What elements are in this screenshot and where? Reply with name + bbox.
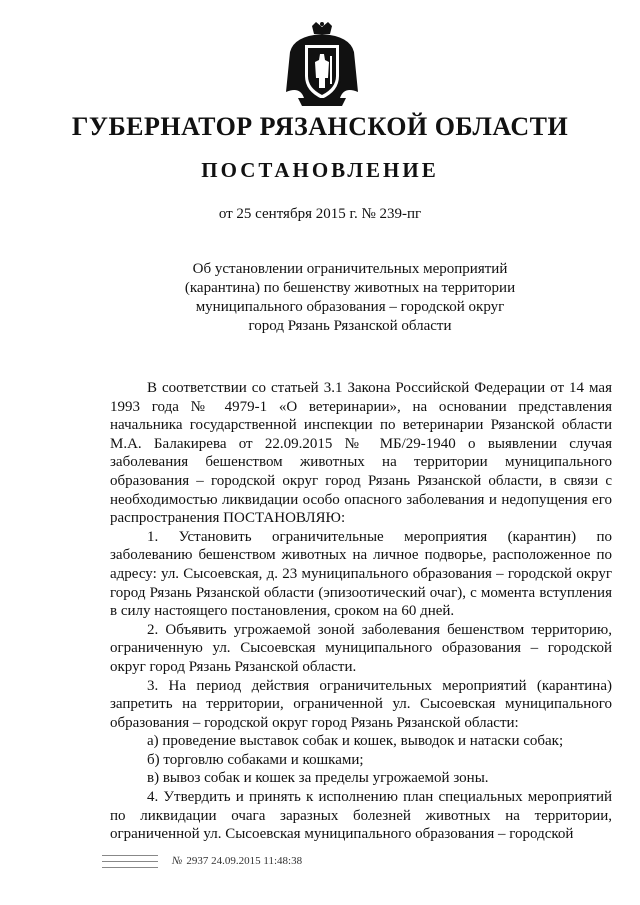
subject-line: муниципального образования – городской округ bbox=[195, 299, 505, 315]
clause-3c-item: в) вывоз собак и кошек за пределы угрожаемой зоны. bbox=[147, 770, 489, 787]
document-date-number: от 25 сентября 2015 г. № 239-пг bbox=[218, 206, 422, 222]
clause-3-paragraph: 3. На период действия ограничительных мероприятий (карантина) запретить на территории, ограниченной ул. Сысоевская муниципального образования – городской округ город Рязань Рязанской области: bbox=[110, 677, 612, 731]
document-body bbox=[110, 379, 612, 844]
clause-2-paragraph: 2. Объявить угрожаемой зоной заболевания бешенством территорию, ограниченную ул. Сысоевская муниципального образования – городской округ город Рязань Рязанской области. bbox=[110, 621, 612, 675]
registration-stamp-text: 2937 24.09.2015 11:48:38 bbox=[186, 855, 303, 867]
stamp-icon bbox=[100, 851, 160, 871]
subject-line: (карантина) по бешенству животных на территории bbox=[184, 280, 516, 296]
preamble-paragraph: В соответствии со статьей 3.1 Закона Российской Федерации от 14 мая 1993 года № 4979-1 «О ветеринарии», на основании представления начальника государственной инспекции по ветеринарии Рязанской области М.А. Балакирева от 22.09.2015 № МБ/29-1940 о выявлении случая заболевания бешенством животных на территории муниципального образования – городской округ город Рязань Рязанской области, в связи с необходимостью ликвидации особо опасного заболевания и недопущения его распространения ПОСТАНОВЛЯЮ: bbox=[110, 380, 612, 527]
clause-4-paragraph: 4. Утвердить и принять к исполнению план специальных мероприятий по ликвидации очага заразных болезней животных на территории, ограниченной ул. Сысоевская муниципального образования – городской bbox=[110, 789, 612, 843]
clause-3b-item: б) торговлю собаками и кошками; bbox=[147, 751, 364, 768]
document-subject bbox=[170, 260, 530, 336]
clause-1-paragraph: 1. Установить ограничительные мероприятия (карантин) по заболеванию бешенством животных на личное подворье, расположенное по адресу: ул. Сысоевская, д. 23 муниципального образования – городской округ город Рязань Рязанской области (эпизоотический очаг), с момента вступления в силу настоящего постановления, сроком на 60 дней. bbox=[110, 528, 612, 620]
authority-title: ГУБЕРНАТОР РЯЗАНСКОЙ ОБЛАСТИ bbox=[71, 112, 569, 141]
subject-line: город Рязань Рязанской области bbox=[248, 318, 452, 334]
clause-3a-item: а) проведение выставок собак и кошек, выводок и натаски собак; bbox=[147, 733, 564, 750]
subject-line: Об установлении ограничительных мероприятий bbox=[192, 261, 508, 277]
document-kind: ПОСТАНОВЛЕНИЕ bbox=[201, 158, 439, 182]
coat-of-arms-icon bbox=[284, 22, 360, 108]
number-sign: № bbox=[172, 855, 183, 867]
registration-footer bbox=[100, 850, 302, 872]
